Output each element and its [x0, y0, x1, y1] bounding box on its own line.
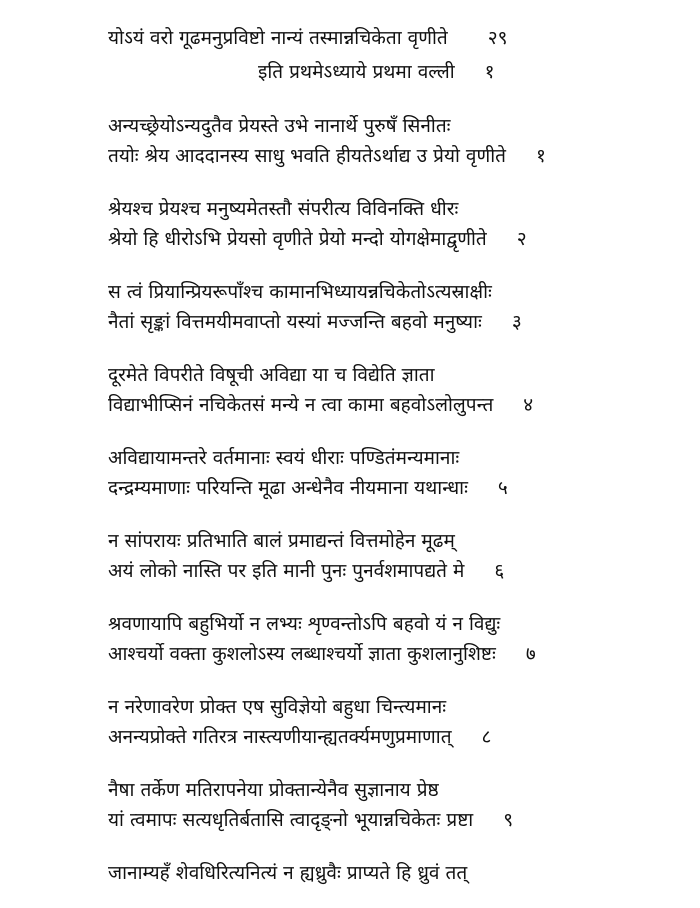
verse-number: २ [516, 228, 527, 250]
verse-2 [108, 194, 688, 254]
verse-line-1: दूरमेते विपरीते विषूची अविद्या या च विद्येति ज्ञाता [108, 364, 435, 386]
verse-line-2-text: नैतां सृङ्कां वित्तमयीमवाप्तो यस्यां मज्जन्ति बहवो मनुष्याः [108, 311, 482, 333]
colophon-number: १ [484, 61, 495, 83]
verse-line-1: अविद्यायामन्तरे वर्तमानाः स्वयं धीराः पण्डितंमन्यमानाः [108, 447, 460, 469]
closing-verse-text: योऽयं वरो गूढमनुप्रविष्टो नान्यं तस्मान्नचिकेता वृणीते [108, 27, 448, 49]
verse-line-2 [108, 307, 688, 337]
verse-3 [108, 277, 688, 337]
colophon-line [108, 56, 688, 88]
verse-line-2 [108, 722, 688, 752]
colophon-text: इति प्रथमेऽध्याये प्रथमा वल्ली [258, 61, 455, 83]
verse-number: ८ [481, 726, 492, 748]
verse-line-1: अन्यच्छ्रेयोऽन्यदुतैव प्रेयस्ते उभे नानार्थे पुरुषँ सिनीतः [108, 115, 451, 137]
verse-line-1: श्रवणायापि बहुभिर्यो न लभ्यः शृण्वन्तोऽपि बहवो यं न विद्युः [108, 613, 501, 635]
verse-line-2 [108, 224, 688, 254]
verse-8 [108, 692, 688, 752]
verse-line-2-text: अयं लोको नास्ति पर इति मानी पुनः पुनर्वशमापद्यते मे [108, 560, 465, 582]
verse-4 [108, 360, 688, 420]
verse-line-1: न नरेणावरेण प्रोक्त एष सुविज्ञेयो बहुधा चिन्त्यमानः [108, 696, 447, 718]
verse-line-2-text: अनन्यप्रोक्ते गतिरत्र नास्त्यणीयान्ह्यतर्क्यमणुप्रमाणात् [108, 726, 452, 748]
verse-5 [108, 443, 688, 503]
verse-1 [108, 111, 688, 171]
verse-number: ६ [494, 560, 505, 582]
verse-line-2-text: यां त्वमापः सत्यधृतिर्बतासि त्वादृङ्नो भूयान्नचिकेतः प्रष्टा [108, 809, 474, 831]
verse-line-1: न सांपरायः प्रतिभाति बालं प्रमाद्यन्तं वित्तमोहेन मूढम् [108, 530, 455, 552]
verse-line-1: नैषा तर्केण मतिरापनेया प्रोक्तान्येनैव सुज्ञानाय प्रेष्ठ [108, 779, 439, 801]
verse-7 [108, 609, 688, 669]
verse-line-2 [108, 556, 688, 586]
verse-line-2-text: तयोः श्रेय आददानस्य साधु भवति हीयतेऽर्थाद्य उ प्रेयो वृणीते [108, 145, 506, 167]
verse-number: ४ [523, 394, 534, 416]
verse-line-2 [108, 390, 688, 420]
verse-line-2-text: विद्याभीप्सिनं नचिकेतसं मन्ये न त्वा कामा बहवोऽलोलुपन्त [108, 394, 494, 416]
verse-line-2-text: आश्चर्यो वक्ता कुशलोऽस्य लब्धाश्चर्यो ज्ञाता कुशलानुशिष्टः [108, 643, 496, 665]
verse-number: ९ [503, 809, 514, 831]
verse-line-2-text: श्रेयो हि धीरोऽभि प्रेयसो वृणीते प्रेयो मन्दो योगक्षेमाद्वृणीते [108, 228, 487, 250]
verse-6 [108, 526, 688, 586]
verse-line-2 [108, 805, 688, 835]
verse-line-1: स त्वं प्रियान्प्रियरूपाँश्च कामानभिध्यायन्नचिकेतोऽत्यस्राक्षीः [108, 281, 492, 303]
verse-number: ७ [525, 643, 536, 665]
final-verse-line: जानाम्यहँ शेवधिरित्यनित्यं न ह्यध्रुवैः प्राप्यते हि ध्रुवं तत् [108, 862, 468, 884]
verse-line-2 [108, 141, 688, 171]
verse-line-2-text: दन्द्रम्यमाणाः परियन्ति मूढा अन्धेनैव नीयमाना यथान्धाः [108, 477, 468, 499]
verse-line-1: श्रेयश्च प्रेयश्च मनुष्यमेतस्तौ संपरीत्य विविनक्ति धीरः [108, 198, 459, 220]
verse-line-2 [108, 639, 688, 669]
verse-10-start [108, 858, 688, 888]
verse-number: ५ [497, 477, 508, 499]
verse-number: ३ [511, 311, 522, 333]
verse-9 [108, 775, 688, 835]
closing-verse-number: २९ [487, 27, 508, 49]
closing-verse-line [108, 22, 688, 54]
verse-text-block [108, 22, 688, 888]
verse-line-2 [108, 473, 688, 503]
verse-number: १ [535, 145, 546, 167]
